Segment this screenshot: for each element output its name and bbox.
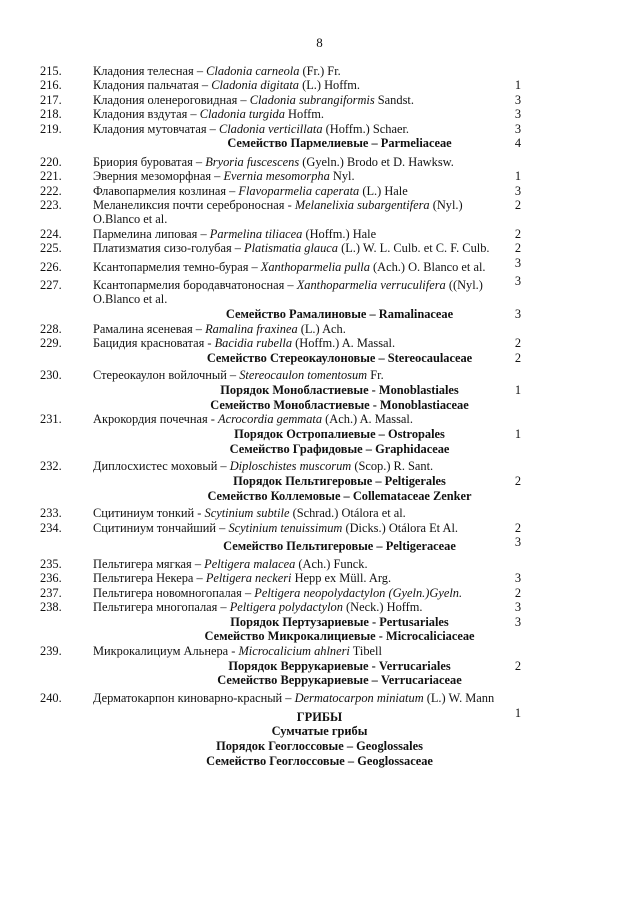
russian-name: Эверния мезоморфная –	[93, 169, 224, 184]
section-heading: Сумчатые грибы	[271, 724, 368, 739]
species-name	[93, 278, 498, 307]
section-heading: Семейство Графидовые – Graphidaceae	[229, 441, 450, 456]
author-citation: ((Nyl.) O.Blanco et al.	[93, 278, 483, 307]
species-name	[93, 557, 498, 571]
latin-name: Peltigera neopolydactylon (Gyeln.)Gyeln.	[254, 585, 463, 600]
section-heading: Семейство Пельтигеровые – Peltigeraceae	[223, 539, 456, 554]
russian-name: Кладония вздутая –	[93, 107, 200, 122]
latin-name: Bryoria fuscescens	[205, 154, 300, 169]
species-name	[93, 368, 498, 382]
latin-name: Peltigera malacea	[204, 556, 296, 571]
species-name	[93, 198, 498, 227]
entry-number: 229.	[40, 336, 62, 351]
status-category: 1	[514, 169, 522, 184]
species-name	[93, 155, 498, 169]
latin-name: Microcalicium ahlneri	[238, 644, 350, 659]
section-heading: Порядок Геоглоссовые – Geoglossales	[216, 739, 423, 754]
status-category: 2	[514, 241, 522, 256]
russian-name: Пельтигера новомногопалая –	[93, 585, 255, 600]
status-category: 1	[514, 705, 522, 720]
section-heading: Семейство Стереокаулоновые – Stereocaulaceae	[206, 350, 473, 365]
author-citation: (L.) Ach.	[297, 321, 346, 336]
section-heading: ГРИБЫ	[296, 709, 343, 724]
russian-name: Пармелина липовая –	[93, 226, 210, 241]
species-name	[93, 600, 498, 614]
entry-number: 238.	[40, 600, 62, 615]
status-category: 1	[514, 382, 522, 397]
species-name	[93, 107, 498, 121]
species-name	[93, 644, 498, 658]
latin-name: Bacidia rubella	[214, 336, 293, 351]
section-heading: Порядок Пельтигеровые – Peltigerales	[233, 473, 446, 488]
author-citation: Sandst.	[374, 92, 414, 107]
status-category: 3	[514, 571, 522, 586]
author-citation: (Dicks.) Otálora Et Al.	[342, 520, 458, 535]
entry-number: 232.	[40, 459, 62, 474]
latin-name: Xanthoparmelia pulla	[260, 259, 370, 274]
entry-number: 226.	[40, 259, 62, 274]
latin-name: Peltigera polydactylon	[229, 600, 343, 615]
entry-number: 216.	[40, 78, 62, 93]
entry-number: 224.	[40, 226, 62, 241]
species-name	[93, 506, 498, 520]
entry-number: 240.	[40, 691, 62, 706]
status-category: 3	[514, 614, 522, 629]
section-heading: Семейство Геоглоссовые – Geoglossaceae	[206, 753, 433, 768]
status-category: 3	[514, 92, 522, 107]
section-heading: Порядок Веррукариевые - Verrucariales	[228, 658, 451, 673]
author-citation: (Hoffm.) Schaer.	[322, 121, 410, 136]
section-heading: Семейство Коллемовые – Collemataceae Zenker	[207, 488, 472, 503]
author-citation: (L.) W. L. Culb. et C. F. Culb.	[338, 241, 490, 256]
latin-name: Scytinium tenuissimum	[228, 520, 343, 535]
entry-number: 237.	[40, 585, 62, 600]
latin-name: Flavoparmelia caperata	[238, 183, 360, 198]
status-category: 3	[514, 600, 522, 615]
author-citation: Tibell	[349, 644, 382, 659]
author-citation: (Schrad.) Otálora et al.	[289, 506, 406, 521]
latin-name: Diploschistes muscorum	[229, 459, 352, 474]
status-category: 2	[514, 520, 522, 535]
russian-name: Диплосхистес моховый –	[93, 459, 230, 474]
russian-name: Стереокаулон войлочный –	[93, 368, 240, 383]
russian-name: Пельтигера многопалая –	[93, 600, 230, 615]
latin-name: Cladonia verticillata	[218, 121, 323, 136]
russian-name: Кладония оленероговидная –	[93, 92, 250, 107]
author-citation: (Ach.) Funck.	[295, 556, 368, 571]
species-name	[93, 322, 498, 336]
entry-number: 236.	[40, 571, 62, 586]
status-category: 2	[514, 473, 522, 488]
status-category: 3	[514, 274, 522, 289]
species-name	[93, 78, 498, 92]
russian-name: Сцитиниум тонкий -	[93, 506, 205, 521]
status-category: 2	[514, 585, 522, 600]
author-citation: Nyl.	[329, 169, 355, 184]
entry-number: 230.	[40, 368, 62, 383]
entry-number: 217.	[40, 92, 62, 107]
status-category: 2	[514, 350, 522, 365]
russian-name: Микрокалициум Альнера -	[93, 644, 239, 659]
latin-name: Scytinium subtile	[204, 506, 290, 521]
author-citation: (Nyl.) O.Blanco et al.	[93, 198, 463, 227]
latin-name: Cladonia subrangiformis	[249, 92, 375, 107]
entry-number: 225.	[40, 241, 62, 256]
author-citation: (Gyeln.) Brodo et D. Hawksw.	[299, 154, 454, 169]
status-category: 2	[514, 198, 522, 213]
author-citation: (Ach.) A. Massal.	[322, 412, 413, 427]
status-category: 3	[514, 121, 522, 136]
author-citation: (Fr.) Fr.	[299, 64, 341, 78]
author-citation: Hepp ex Müll. Arg.	[291, 571, 392, 586]
entry-number: 218.	[40, 107, 62, 122]
author-citation: Fr.	[367, 368, 384, 383]
entry-number: 215.	[40, 64, 62, 78]
status-category: 3	[514, 183, 522, 198]
author-citation: (L.) W. Mann	[423, 691, 495, 706]
latin-name: Evernia mesomorpha	[223, 169, 330, 184]
species-name	[93, 571, 498, 585]
entry-number: 235.	[40, 556, 62, 571]
russian-name: Кладония телесная –	[93, 64, 207, 78]
author-citation: (Neck.) Hoffm.	[342, 600, 423, 615]
species-name	[93, 93, 498, 107]
species-name	[93, 521, 498, 535]
entry-number: 239.	[40, 644, 62, 659]
russian-name: Акрокордия почечная -	[93, 412, 219, 427]
latin-name: Cladonia turgida	[199, 107, 285, 122]
russian-name: Бацидия красноватая -	[93, 336, 215, 351]
entry-number: 222.	[40, 183, 62, 198]
russian-name: Пельтигера Некера –	[93, 571, 206, 586]
species-name	[93, 169, 498, 183]
entry-number: 223.	[40, 198, 62, 213]
species-name	[93, 64, 498, 78]
entry-number: 221.	[40, 169, 62, 184]
latin-name: Peltigera neckeri	[205, 571, 292, 586]
russian-name: Платизматия сизо-голубая –	[93, 241, 245, 256]
species-list	[0, 64, 639, 769]
section-heading: Семейство Пармелиевые – Parmeliaceae	[227, 136, 452, 151]
status-category: 3	[514, 107, 522, 122]
status-category: 3	[514, 255, 522, 270]
author-citation: (Scop.) R. Sant.	[351, 459, 434, 474]
entry-number: 228.	[40, 321, 62, 336]
latin-name: Platismatia glauca	[244, 241, 339, 256]
section-heading: Семейство Рамалиновые – Ramalinaceae	[225, 306, 454, 321]
latin-name: Parmelina tiliacea	[209, 226, 303, 241]
entry-number: 233.	[40, 506, 62, 521]
status-category: 2	[514, 336, 522, 351]
latin-name: Dermatocarpon miniatum	[294, 691, 424, 706]
latin-name: Melanelixia subargentifera	[294, 198, 430, 213]
species-name	[93, 122, 498, 136]
latin-name: Ramalina fraxinea	[205, 321, 298, 336]
status-category: 2	[514, 658, 522, 673]
section-heading: Порядок Монобластиевые - Monoblastiales	[220, 382, 459, 397]
latin-name: Cladonia digitata	[211, 78, 299, 93]
author-citation: (Hoffm.) Hale	[302, 226, 377, 241]
russian-name: Меланеликсия почти сереброносная -	[93, 198, 295, 213]
latin-name: Cladonia carneola	[206, 64, 300, 78]
russian-name: Бриория буроватая –	[93, 154, 206, 169]
status-category: 3	[514, 306, 522, 321]
russian-name: Сцитиниум тончайший –	[93, 520, 229, 535]
species-name	[93, 691, 498, 705]
russian-name: Ксантопармелия бородавчатоносная –	[93, 278, 297, 293]
species-name	[93, 227, 498, 241]
russian-name: Ксантопармелия темно-бурая –	[93, 259, 261, 274]
russian-name: Флавопармелия козлиная –	[93, 183, 239, 198]
entry-number: 219.	[40, 121, 62, 136]
section-heading: Порядок Остропалиевые – Ostropales	[234, 426, 445, 441]
species-name	[93, 586, 498, 600]
species-name	[93, 184, 498, 198]
entry-number: 227.	[40, 278, 62, 293]
russian-name: Рамалина ясеневая –	[93, 321, 206, 336]
author-citation: (Ach.) O. Blanco et al.	[369, 259, 486, 274]
latin-name: Acrocordia gemmata	[218, 412, 323, 427]
status-category: 4	[514, 136, 522, 151]
species-name	[93, 336, 498, 350]
species-name	[93, 412, 498, 426]
section-heading: Семейство Веррукариевые – Verrucariaceae	[217, 673, 462, 688]
author-citation: (L.) Hale	[359, 183, 408, 198]
species-name	[93, 241, 498, 255]
species-name	[93, 260, 498, 274]
entry-number: 231.	[40, 412, 62, 427]
entry-number: 234.	[40, 520, 62, 535]
author-citation: (Hoffm.) A. Massal.	[292, 336, 396, 351]
species-name	[93, 459, 498, 473]
section-heading: Семейство Микрокалициевые - Microcaliciaceae	[204, 629, 475, 644]
page-number: 8	[316, 35, 323, 50]
russian-name: Кладония пальчатая –	[93, 78, 212, 93]
russian-name: Пельтигера мягкая –	[93, 556, 205, 571]
section-heading: Семейство Монобластиевые - Monoblastiaceae	[210, 397, 469, 412]
latin-name: Xanthoparmelia verruculifera	[296, 278, 446, 293]
status-category: 3	[514, 535, 522, 550]
entry-number: 220.	[40, 154, 62, 169]
section-heading: Порядок Пертузариевые - Pertusariales	[230, 614, 449, 629]
russian-name: Кладония мутовчатая –	[93, 121, 219, 136]
latin-name: Stereocaulon tomentosum	[239, 368, 368, 383]
status-category: 1	[514, 78, 522, 93]
status-category: 2	[514, 226, 522, 241]
author-citation: (L.) Hoffm.	[298, 78, 361, 93]
author-citation: Hoffm.	[284, 107, 324, 122]
russian-name: Дерматокарпон киноварно-красный –	[93, 691, 295, 706]
status-category: 1	[514, 426, 522, 441]
